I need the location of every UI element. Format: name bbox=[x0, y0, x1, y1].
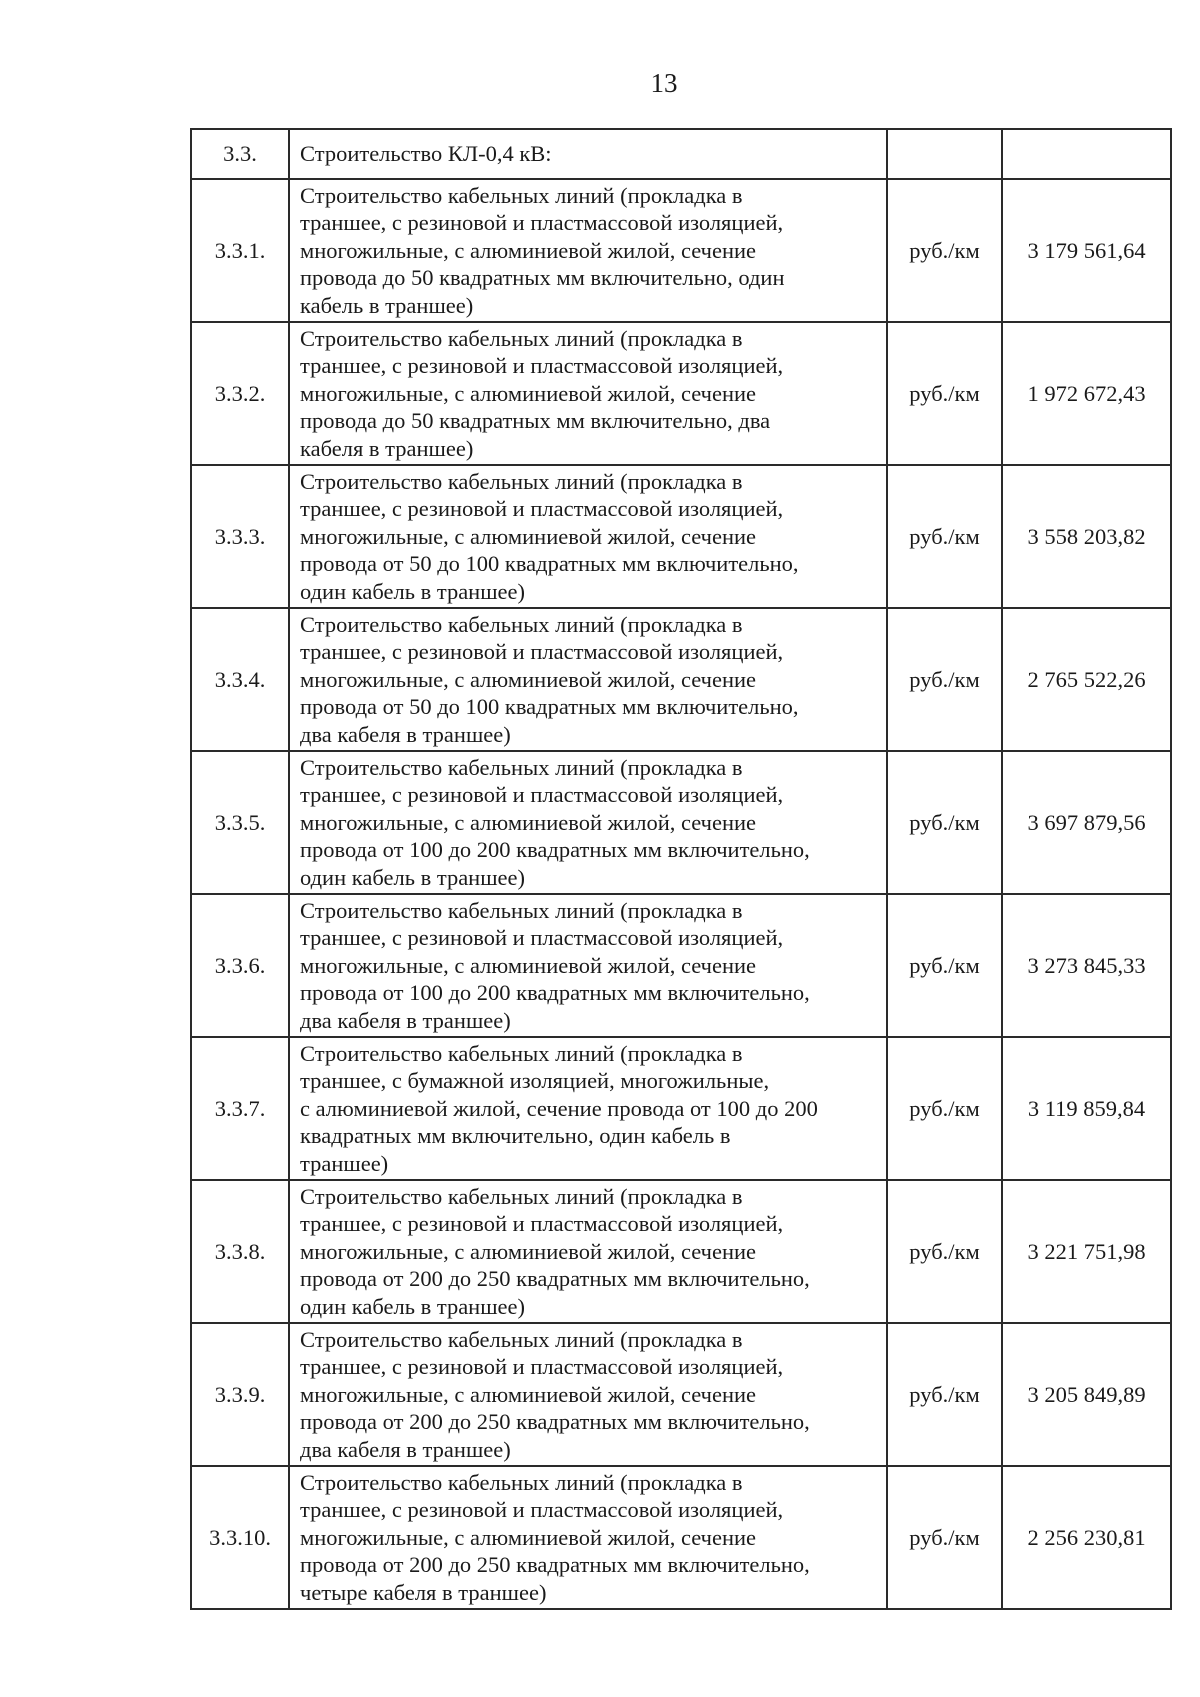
description-line: два кабеля в траншее) bbox=[300, 1436, 511, 1462]
table-row bbox=[191, 179, 1171, 322]
description-line: траншее, с резиновой и пластмассовой изоляцией, bbox=[300, 639, 784, 665]
description-line: многожильные, с алюминиевой жилой, сечение bbox=[300, 1238, 757, 1264]
description-line: с алюминиевой жилой, сечение провода от 100 до 200 bbox=[300, 1095, 818, 1121]
table-row bbox=[191, 1466, 1171, 1609]
row-description bbox=[289, 1037, 887, 1180]
description-line: многожильные, с алюминиевой жилой, сечение bbox=[300, 237, 757, 263]
table-row bbox=[191, 1037, 1171, 1180]
description-line: траншее, с бумажной изоляцией, многожильные, bbox=[300, 1068, 770, 1094]
row-unit: руб./км bbox=[887, 1037, 1002, 1180]
description-line: многожильные, с алюминиевой жилой, сечение bbox=[300, 1524, 757, 1550]
row-description bbox=[289, 465, 887, 608]
section-value-cell bbox=[1002, 129, 1171, 179]
row-description bbox=[289, 608, 887, 751]
row-value: 3 119 859,84 bbox=[1002, 1037, 1171, 1180]
table-row bbox=[191, 1180, 1171, 1323]
row-number: 3.3.8. bbox=[191, 1180, 289, 1323]
row-value: 3 221 751,98 bbox=[1002, 1180, 1171, 1323]
description-line: провода от 100 до 200 квадратных мм включительно, bbox=[300, 980, 810, 1006]
description-line: многожильные, с алюминиевой жилой, сечение bbox=[300, 380, 757, 406]
description-line: траншее, с резиновой и пластмассовой изоляцией, bbox=[300, 782, 784, 808]
row-description bbox=[289, 322, 887, 465]
description-line: провода от 200 до 250 квадратных мм включительно, bbox=[300, 1552, 810, 1578]
description-line: провода от 100 до 200 квадратных мм включительно, bbox=[300, 837, 810, 863]
table-row bbox=[191, 322, 1171, 465]
table-row bbox=[191, 1323, 1171, 1466]
description-line: многожильные, с алюминиевой жилой, сечение bbox=[300, 666, 757, 692]
row-value: 2 256 230,81 bbox=[1002, 1466, 1171, 1609]
row-number: 3.3.7. bbox=[191, 1037, 289, 1180]
row-number: 3.3.1. bbox=[191, 179, 289, 322]
tariff-table bbox=[190, 128, 1172, 1610]
row-number: 3.3.5. bbox=[191, 751, 289, 894]
description-line: провода от 200 до 250 квадратных мм включительно, bbox=[300, 1266, 810, 1292]
description-line: траншее, с резиновой и пластмассовой изоляцией, bbox=[300, 1354, 784, 1380]
table-row bbox=[191, 751, 1171, 894]
row-description bbox=[289, 179, 887, 322]
description-line: Строительство кабельных линий (прокладка в bbox=[300, 325, 743, 351]
row-description bbox=[289, 1466, 887, 1609]
description-line: кабеля в траншее) bbox=[300, 435, 474, 461]
description-line: траншее, с резиновой и пластмассовой изоляцией, bbox=[300, 1497, 784, 1523]
row-value: 3 558 203,82 bbox=[1002, 465, 1171, 608]
description-line: Строительство кабельных линий (прокладка в bbox=[300, 1326, 743, 1352]
page-number: 13 bbox=[650, 68, 678, 98]
description-line: квадратных мм включительно, один кабель в bbox=[300, 1123, 731, 1149]
row-unit: руб./км bbox=[887, 751, 1002, 894]
description-line: один кабель в траншее) bbox=[300, 864, 526, 890]
row-value: 1 972 672,43 bbox=[1002, 322, 1171, 465]
description-line: провода от 200 до 250 квадратных мм включительно, bbox=[300, 1409, 810, 1435]
description-line: кабель в траншее) bbox=[300, 292, 474, 318]
section-title: Строительство КЛ-0,4 кВ: bbox=[289, 129, 887, 179]
row-unit: руб./км bbox=[887, 1466, 1002, 1609]
description-line: многожильные, с алюминиевой жилой, сечение bbox=[300, 523, 757, 549]
description-line: один кабель в траншее) bbox=[300, 578, 526, 604]
row-unit: руб./км bbox=[887, 322, 1002, 465]
description-line: многожильные, с алюминиевой жилой, сечение bbox=[300, 952, 757, 978]
row-description bbox=[289, 894, 887, 1037]
row-number: 3.3.10. bbox=[191, 1466, 289, 1609]
row-number: 3.3.2. bbox=[191, 322, 289, 465]
description-line: Строительство кабельных линий (прокладка в bbox=[300, 1040, 743, 1066]
description-line: Строительство кабельных линий (прокладка в bbox=[300, 1183, 743, 1209]
description-line: провода от 50 до 100 квадратных мм включительно, bbox=[300, 551, 799, 577]
row-value: 2 765 522,26 bbox=[1002, 608, 1171, 751]
row-description bbox=[289, 1323, 887, 1466]
description-line: четыре кабеля в траншее) bbox=[300, 1579, 547, 1605]
row-number: 3.3.9. bbox=[191, 1323, 289, 1466]
row-description bbox=[289, 751, 887, 894]
row-unit: руб./км bbox=[887, 465, 1002, 608]
table-row bbox=[191, 465, 1171, 608]
description-line: провода до 50 квадратных мм включительно, два bbox=[300, 408, 771, 434]
row-number: 3.3.3. bbox=[191, 465, 289, 608]
description-line: траншее, с резиновой и пластмассовой изоляцией, bbox=[300, 1211, 784, 1237]
description-line: два кабеля в траншее) bbox=[300, 1007, 511, 1033]
section-header-row bbox=[191, 129, 1171, 179]
description-line: Строительство кабельных линий (прокладка в bbox=[300, 1469, 743, 1495]
section-number: 3.3. bbox=[191, 129, 289, 179]
row-unit: руб./км bbox=[887, 1180, 1002, 1323]
row-value: 3 697 879,56 bbox=[1002, 751, 1171, 894]
description-line: Строительство кабельных линий (прокладка в bbox=[300, 182, 743, 208]
description-line: многожильные, с алюминиевой жилой, сечение bbox=[300, 1381, 757, 1407]
description-line: два кабеля в траншее) bbox=[300, 721, 511, 747]
row-unit: руб./км bbox=[887, 1323, 1002, 1466]
row-number: 3.3.4. bbox=[191, 608, 289, 751]
description-line: траншее, с резиновой и пластмассовой изоляцией, bbox=[300, 210, 784, 236]
description-line: траншее) bbox=[300, 1150, 389, 1176]
table-body bbox=[191, 129, 1171, 1609]
section-unit-cell bbox=[887, 129, 1002, 179]
row-value: 3 205 849,89 bbox=[1002, 1323, 1171, 1466]
description-line: траншее, с резиновой и пластмассовой изоляцией, bbox=[300, 496, 784, 522]
row-value: 3 273 845,33 bbox=[1002, 894, 1171, 1037]
description-line: Строительство кабельных линий (прокладка в bbox=[300, 468, 743, 494]
row-unit: руб./км bbox=[887, 894, 1002, 1037]
row-unit: руб./км bbox=[887, 179, 1002, 322]
row-unit: руб./км bbox=[887, 608, 1002, 751]
description-line: один кабель в траншее) bbox=[300, 1293, 526, 1319]
description-line: траншее, с резиновой и пластмассовой изоляцией, bbox=[300, 353, 784, 379]
row-value: 3 179 561,64 bbox=[1002, 179, 1171, 322]
row-number: 3.3.6. bbox=[191, 894, 289, 1037]
table-row bbox=[191, 608, 1171, 751]
description-line: Строительство кабельных линий (прокладка в bbox=[300, 611, 743, 637]
description-line: Строительство кабельных линий (прокладка в bbox=[300, 754, 743, 780]
row-description bbox=[289, 1180, 887, 1323]
description-line: многожильные, с алюминиевой жилой, сечение bbox=[300, 809, 757, 835]
description-line: Строительство кабельных линий (прокладка в bbox=[300, 897, 743, 923]
description-line: траншее, с резиновой и пластмассовой изоляцией, bbox=[300, 925, 784, 951]
table-row bbox=[191, 894, 1171, 1037]
description-line: провода от 50 до 100 квадратных мм включительно, bbox=[300, 694, 799, 720]
description-line: провода до 50 квадратных мм включительно, один bbox=[300, 265, 785, 291]
